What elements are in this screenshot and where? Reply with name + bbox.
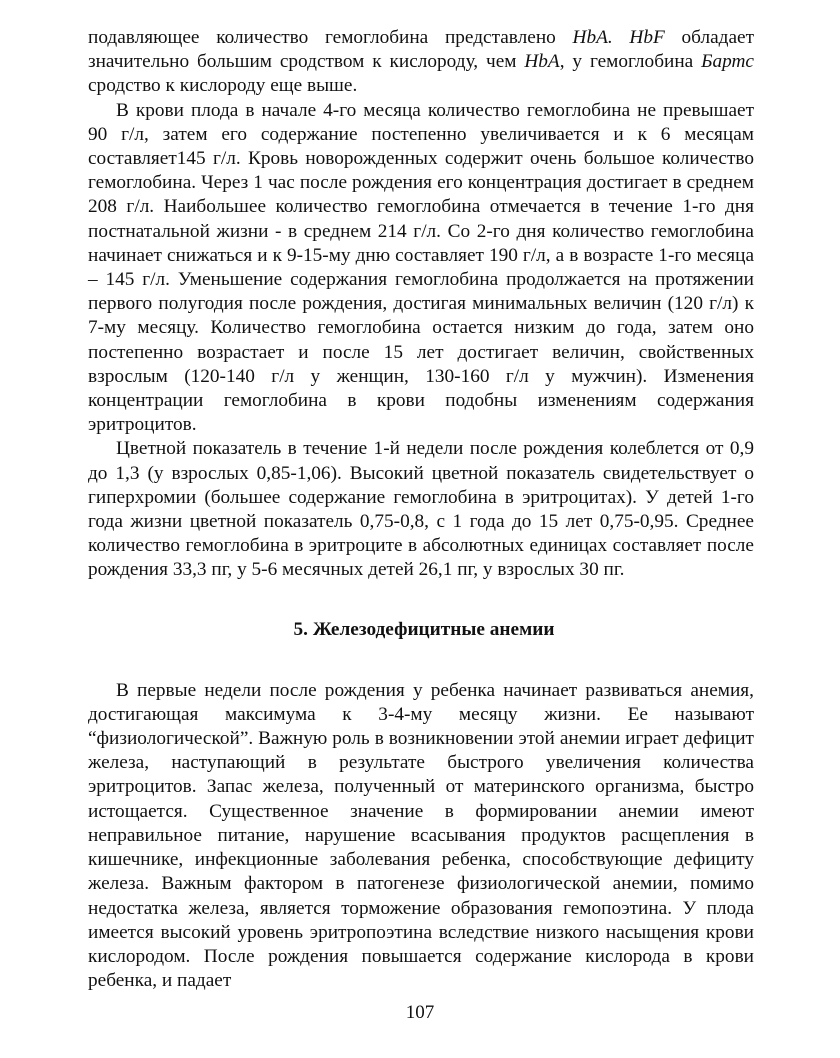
- italic-term-hba: HbA: [524, 51, 560, 73]
- text-run: обладает значительно большим сродством к кислороду, чем: [88, 27, 754, 73]
- text-run: сродство к кислороду еще выше.: [88, 75, 358, 97]
- text-run: , у гемоглобина: [559, 51, 702, 73]
- paragraph-anemia: В первые недели после рождения у ребенка начинает развиваться анемия, достигающая максимума к 3-4-му месяцу жизни. Ее называют “физиологической”. Важную роль в возникновении этой анемии играет дефицит железа, наступающий в результате быстрого увеличения количества эритроцитов. Запас железа, полученный от материнского организма, быстро истощается. Существенное значение в формировании анемии имеют неправильное питание, нарушение всасывания продуктов расщепления в кишечнике, инфекционные заболевания ребенка, способствующие дефициту железа. Важным фактором в патогенезе физиологической анемии, помимо недостатка железа, является торможение образования гемопоэтина. У плода имеется высокий уровень эритропоэтина вследствие низкого насыщения крови кислородом. После рождения повышается содержание кислорода в крови ребенка, и падает: [88, 679, 754, 992]
- italic-term-hba-hbf: HbA. HbF: [572, 27, 665, 48]
- section-heading: 5. Железодефицитные анемии: [293, 618, 555, 640]
- paragraph-color-index: Цветной показатель в течение 1-й недели после рождения колеблется от 0,9 до 1,3 (у взрослых 0,85-1,06). Высокий цветной показатель свидетельствует о гиперхромии (большее содержание гемоглобина в эритроцитах). У детей 1-го года жизни цветной показатель 0,75-0,8, с 1 года до 15 лет 0,75-0,95. Среднее количество гемоглобина в эритроците в абсолютных единицах составляет после рождения 33,3 пг, у 5-6 месячных детей 26,1 пг, у взрослых 30 пг.: [88, 438, 754, 581]
- paragraph-hemoglobin-levels: В крови плода в начале 4-го месяца количество гемоглобина не превышает 90 г/л, затем его содержание постепенно увеличивается и к 6 месяцам составляет145 г/л. Кровь новорожденных содержит очень большое количество гемоглобина. Через 1 час после рождения его концентрация достигает в среднем 208 г/л. Наибольшее количество гемоглобина отмечается в течение 1-го дня постнатальной жизни - в среднем 214 г/л. Со 2-го дня количество гемоглобина начинает снижаться и к 9-15-му дню составляет 190 г/л, а в возрасте 1-го месяца – 145 г/л. Уменьшение содержания гемоглобина продолжается на протяжении первого полугодия после рождения, достигая минимальных величин (120 г/л) к 7-му месяцу. Количество гемоглобина остается низким до года, затем оно постепенно возрастает и после 15 лет достигает величин, свойственных взрослым (120-140 г/л у женщин, 130-160 г/л у мужчин). Изменения концентрации гемоглобина в крови подобны изменениям содержания эритроцитов.: [88, 99, 754, 436]
- italic-term-barts: Бартс: [701, 51, 754, 73]
- text-run: подавляющее количество гемоглобина представлено: [88, 27, 573, 48]
- paragraph-hemoglobin-types: [88, 26, 754, 99]
- page-body: [88, 26, 754, 993]
- page-number: 107: [405, 1002, 435, 1023]
